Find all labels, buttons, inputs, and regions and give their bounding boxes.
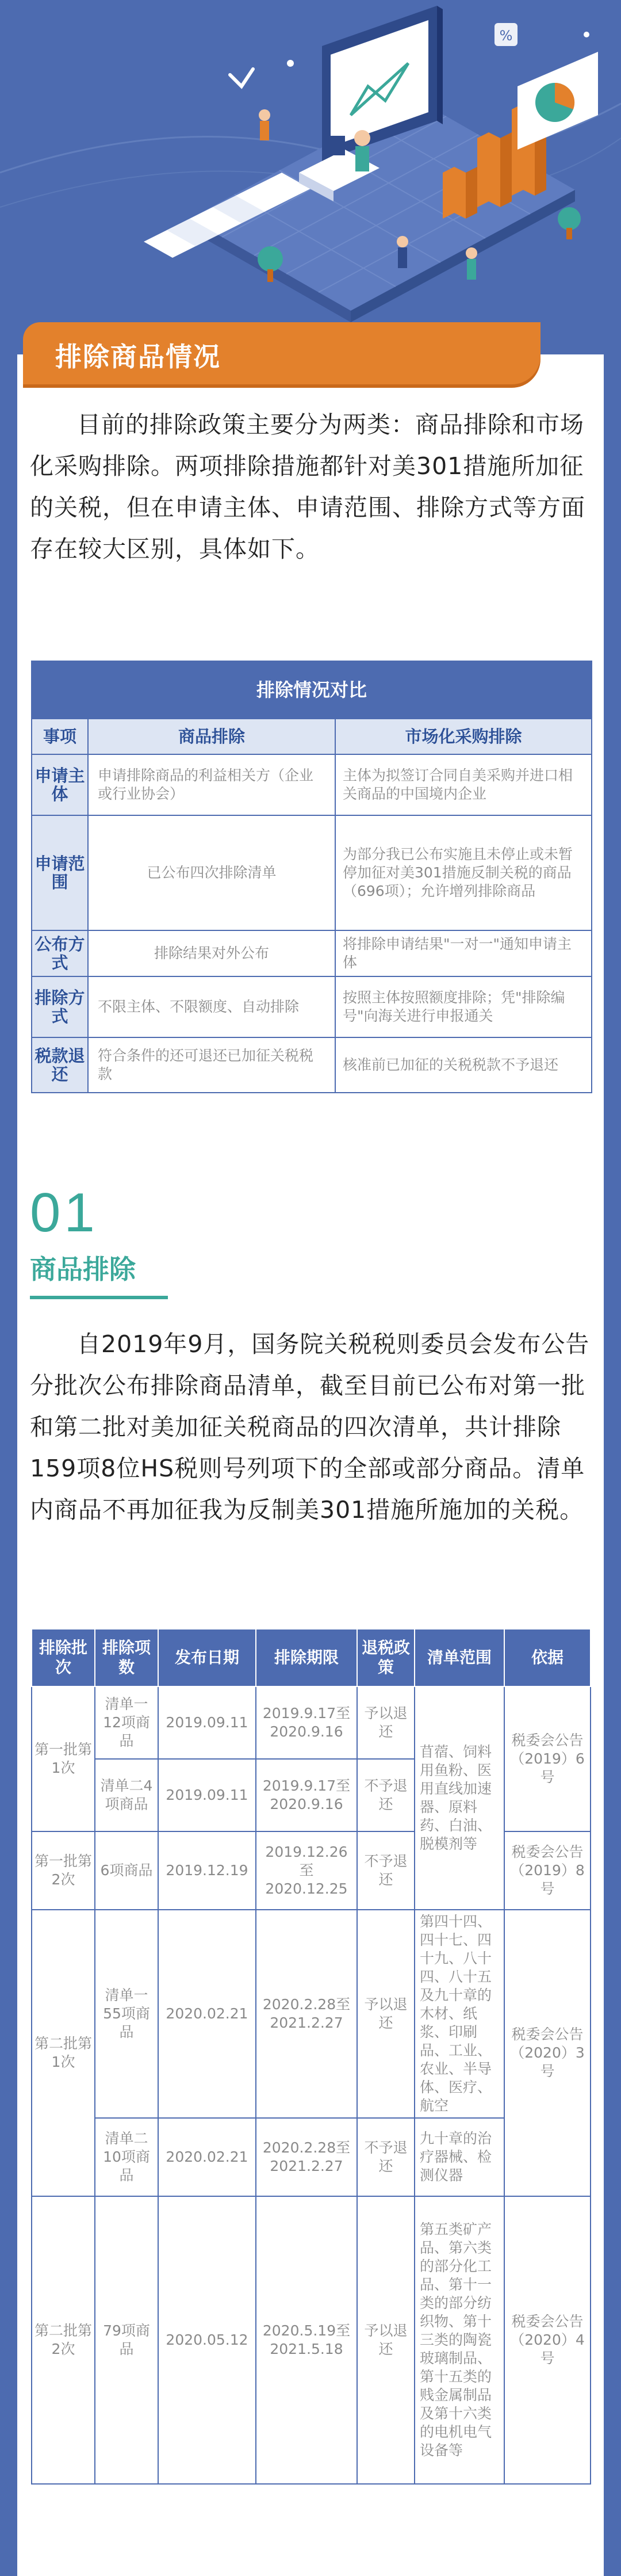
compare-row: [32, 754, 592, 815]
exclusion-list-table: [31, 1628, 591, 2485]
table-row: [32, 2196, 591, 2484]
compare-cell-market: 核准前已加征的关税税款不予退还: [335, 1037, 592, 1093]
count-cell: 79项商品: [95, 2196, 158, 2484]
refund-cell: 予以退还: [357, 2196, 415, 2484]
section-title-tab: [23, 322, 540, 384]
section-number: 01: [30, 1182, 98, 1243]
compare-row-label: 排除方式: [32, 976, 88, 1037]
list-header: 依据: [504, 1629, 591, 1686]
basis-cell: 税委会公告（2019）6号: [504, 1686, 591, 1831]
refund-cell: 予以退还: [357, 1686, 415, 1759]
compare-row: [32, 976, 592, 1037]
count-cell: 清单二10项商品: [95, 2118, 158, 2196]
list-header: 排除批次: [32, 1629, 95, 1686]
date-cell: 2020.05.12: [158, 2196, 256, 2484]
compare-header-goods: 商品排除: [88, 719, 335, 754]
compare-cell-market: 为部分我已公布实施且未停止或未暂停加征对美301措施反制关税的商品（696项）；允许增列排除商品: [335, 815, 592, 930]
compare-cell-goods: 不限主体、不限额度、自动排除: [88, 976, 335, 1037]
list-header: 清单范围: [415, 1629, 504, 1686]
period-cell: 2020.5.19至2021.5.18: [256, 2196, 357, 2484]
period-cell: 2020.2.28至2021.2.27: [256, 2118, 357, 2196]
refund-cell: 不予退还: [357, 2118, 415, 2196]
date-cell: 2019.09.11: [158, 1759, 256, 1831]
svg-text:%: %: [499, 28, 513, 44]
content-card: [17, 322, 604, 2576]
compare-cell-goods: 申请排除商品的利益相关方（企业或行业协会）: [88, 754, 335, 815]
compare-row-label: 税款退还: [32, 1037, 88, 1093]
compare-row-label: 申请范围: [32, 815, 88, 930]
section-heading: 商品排除: [30, 1254, 136, 1285]
scope-cell: 第五类矿产品、第六类的部分化工品、第十一类的部分纺织物、第十三类的陶瓷玻璃制品、第十五类的贱金属制品及第十六类的电机电气设备等: [415, 2196, 504, 2484]
scope-cell: 苜蓿、饲料用鱼粉、医用直线加速器、原料药、白油、脱模剂等: [415, 1686, 504, 1910]
date-cell: 2019.09.11: [158, 1686, 256, 1759]
table-row: [32, 1910, 591, 2118]
scope-cell: 第四十四、四十七、四十九、八十四、八十五及九十章的木材、纸浆、印刷品、工业、农业、半导体、医疗、航空: [415, 1910, 504, 2118]
basis-cell: 税委会公告（2020）3号: [504, 1910, 591, 2196]
refund-cell: 予以退还: [357, 1910, 415, 2118]
compare-cell-market: 主体为拟签订合同自美采购并进口相关商品的中国境内企业: [335, 754, 592, 815]
compare-table-caption: 排除情况对比: [32, 661, 592, 719]
compare-cell-market: 按照主体按照额度排除；凭"排除编号"向海关进行申报通关: [335, 976, 592, 1037]
compare-table: [31, 661, 592, 1093]
intro-paragraph: 目前的排除政策主要分为两类：商品排除和市场化采购排除。两项排除措施都针对美301措施所加征的关税，但在申请主体、申请范围、排除方式等方面存在较大区别，具体如下。: [30, 411, 585, 563]
basis-cell: 税委会公告（2019）8号: [504, 1831, 591, 1910]
batch-cell: 第二批第1次: [32, 1910, 95, 2196]
batch-cell: 第二批第2次: [32, 2196, 95, 2484]
basis-cell: 税委会公告（2020）4号: [504, 2196, 591, 2484]
date-cell: 2020.02.21: [158, 2118, 256, 2196]
hero-illustration: [0, 0, 621, 322]
compare-row: [32, 815, 592, 930]
section-underline: [30, 1296, 168, 1299]
compare-row: [32, 1037, 592, 1093]
compare-cell-goods: 已公布四次排除清单: [88, 815, 335, 930]
section-paragraph: 自2019年9月，国务院关税税则委员会发布公告分批次公布排除商品清单，截至目前已公布对第一批和第二批对美加征关税商品的四次清单，共计排除159项8位HS税则号列项下的全部或部分商品。清单内商品不再加征我为反制美301措施所施加的关税。: [30, 1330, 590, 1524]
count-cell: 6项商品: [95, 1831, 158, 1910]
count-cell: 清单一12项商品: [95, 1686, 158, 1759]
date-cell: 2020.02.21: [158, 1910, 256, 2118]
list-header-row: [32, 1629, 591, 1686]
list-header: 退税政策: [357, 1629, 415, 1686]
refund-cell: 不予退还: [357, 1831, 415, 1910]
scope-cell: 九十章的治疗器械、检测仪器: [415, 2118, 504, 2196]
count-cell: 清单二4项商品: [95, 1759, 158, 1831]
date-cell: 2019.12.19: [158, 1831, 256, 1910]
compare-row-label: 公布方式: [32, 930, 88, 976]
table-row: [32, 1831, 591, 1910]
period-cell: 2019.12.26至2020.12.25: [256, 1831, 357, 1910]
batch-cell: 第一批第2次: [32, 1831, 95, 1910]
count-cell: 清单一55项商品: [95, 1910, 158, 2118]
period-cell: 2020.2.28至2021.2.27: [256, 1910, 357, 2118]
compare-header-item: 事项: [32, 719, 88, 754]
table-row: [32, 1686, 591, 1759]
period-cell: 2019.9.17至2020.9.16: [256, 1686, 357, 1759]
section-title: 排除商品情况: [55, 341, 221, 372]
compare-cell-goods: 符合条件的还可退还已加征关税税款: [88, 1037, 335, 1093]
compare-cell-market: 将排除申请结果"一对一"通知申请主体: [335, 930, 592, 976]
compare-row-label: 申请主体: [32, 754, 88, 815]
compare-row: [32, 930, 592, 976]
compare-header-market: 市场化采购排除: [335, 719, 592, 754]
period-cell: 2019.9.17至2020.9.16: [256, 1759, 357, 1831]
compare-cell-goods: 排除结果对外公布: [88, 930, 335, 976]
batch-cell: 第一批第1次: [32, 1686, 95, 1831]
list-header: 发布日期: [158, 1629, 256, 1686]
list-header: 排除期限: [256, 1629, 357, 1686]
list-header: 排除项数: [95, 1629, 158, 1686]
isometric-city-illustration: [0, 0, 621, 322]
refund-cell: 不予退还: [357, 1759, 415, 1831]
